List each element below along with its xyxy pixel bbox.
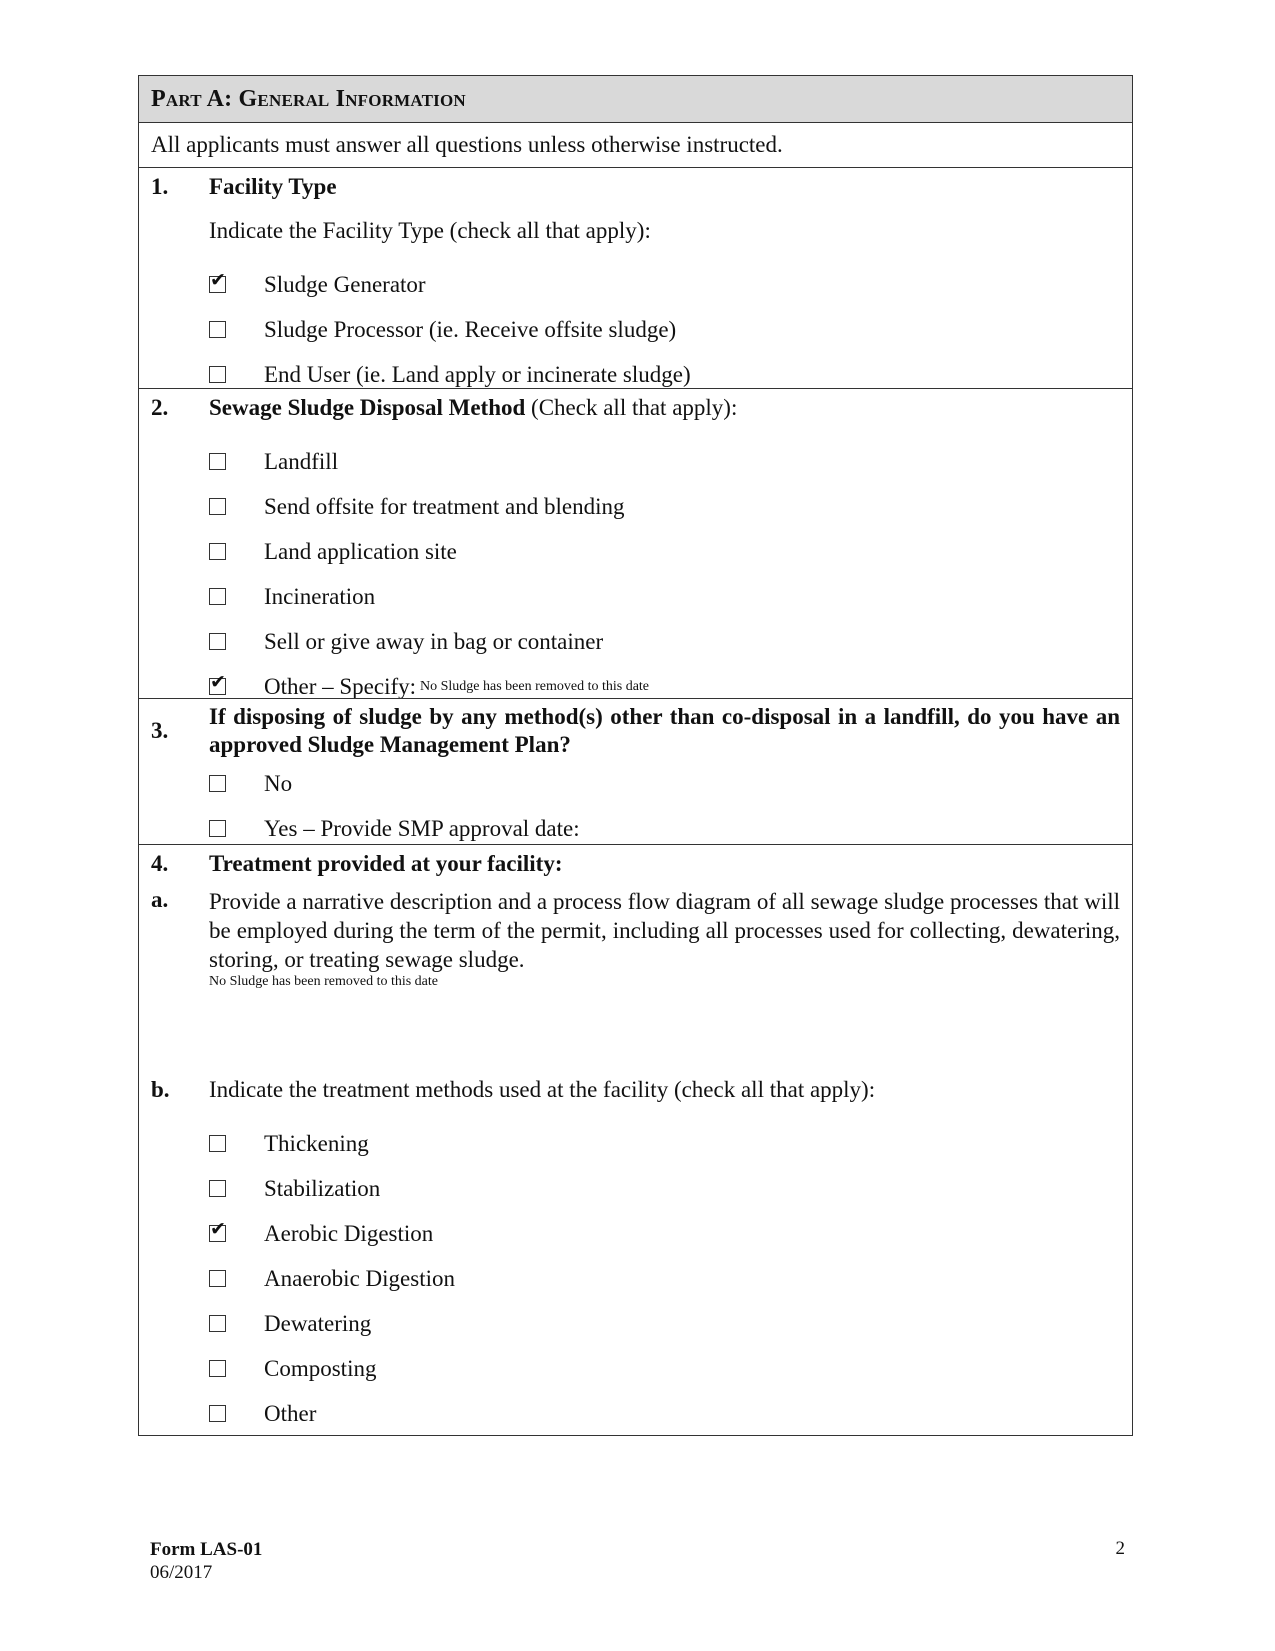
checkbox[interactable] bbox=[209, 543, 226, 560]
question-4a-number: a. bbox=[151, 887, 169, 912]
checkbox[interactable] bbox=[209, 678, 226, 695]
option-stabilization[interactable] bbox=[139, 1166, 1120, 1211]
question-3-title: If disposing of sludge by any method(s) other than co-disposal in a landfill, do you have an approved Sludge Management Plan? bbox=[209, 704, 1120, 757]
question-3 bbox=[139, 698, 1132, 844]
option-label: Composting bbox=[264, 1355, 377, 1381]
checkbox[interactable] bbox=[209, 498, 226, 515]
question-4a-answer[interactable]: No Sludge has been removed to this date bbox=[209, 974, 439, 989]
option-other[interactable] bbox=[139, 1391, 1120, 1436]
checkbox[interactable] bbox=[209, 1360, 226, 1377]
option-no[interactable] bbox=[139, 761, 1120, 806]
question-1-prompt: Indicate the Facility Type (check all that apply): bbox=[209, 218, 651, 243]
checkbox[interactable] bbox=[209, 366, 226, 383]
option-thickening[interactable] bbox=[139, 1121, 1120, 1166]
footer-form-name: Form LAS-01 bbox=[150, 1539, 263, 1560]
checkbox[interactable] bbox=[209, 321, 226, 338]
checkbox[interactable] bbox=[209, 1225, 226, 1242]
checkbox[interactable] bbox=[209, 1315, 226, 1332]
option-label: Anaerobic Digestion bbox=[264, 1265, 455, 1291]
question-4-title: Treatment provided at your facility: bbox=[209, 851, 563, 876]
option-label: Sludge Processor (ie. Receive offsite sludge) bbox=[264, 316, 677, 342]
other-specify-answer[interactable]: No Sludge has been removed to this date bbox=[420, 678, 650, 694]
footer-form-info bbox=[150, 1538, 262, 1584]
option-landfill[interactable] bbox=[139, 439, 1120, 484]
option-label: Aerobic Digestion bbox=[264, 1220, 434, 1246]
footer-form-date: 06/2017 bbox=[150, 1562, 213, 1583]
question-2 bbox=[139, 388, 1132, 698]
option-label: End User (ie. Land apply or incinerate sludge) bbox=[264, 361, 691, 387]
option-aerobic-digestion[interactable] bbox=[139, 1211, 1120, 1256]
option-dewatering[interactable] bbox=[139, 1301, 1120, 1346]
checkbox[interactable] bbox=[209, 1135, 226, 1152]
option-label: Incineration bbox=[264, 583, 376, 609]
question-4-number: 4. bbox=[151, 851, 169, 876]
option-label: Other – Specify: bbox=[264, 673, 417, 699]
checkbox[interactable] bbox=[209, 276, 226, 293]
instructions bbox=[139, 122, 1132, 167]
option-label: Thickening bbox=[264, 1130, 369, 1156]
page-number: 2 bbox=[1115, 1538, 1125, 1559]
instructions-text: All applicants must answer all questions unless otherwise instructed. bbox=[151, 132, 783, 157]
option-sell-or-give-away[interactable] bbox=[139, 619, 1120, 664]
question-1 bbox=[139, 167, 1132, 388]
option-anaerobic-digestion[interactable] bbox=[139, 1256, 1120, 1301]
option-label: Other bbox=[264, 1400, 317, 1426]
option-sludge-generator[interactable] bbox=[139, 262, 1120, 307]
option-land-application[interactable] bbox=[139, 529, 1120, 574]
checkbox[interactable] bbox=[209, 633, 226, 650]
question-2-prompt: (Check all that apply): bbox=[525, 395, 738, 420]
question-4b-text: Indicate the treatment methods used at the facility (check all that apply): bbox=[209, 1077, 876, 1102]
option-label: No bbox=[264, 770, 293, 796]
option-label: Landfill bbox=[264, 448, 339, 474]
question-4b-number: b. bbox=[151, 1077, 170, 1102]
option-sludge-processor[interactable] bbox=[139, 307, 1120, 352]
option-incineration[interactable] bbox=[139, 574, 1120, 619]
section-title: Part A: General Information bbox=[151, 85, 466, 112]
option-label: Stabilization bbox=[264, 1175, 381, 1201]
question-1-title: Facility Type bbox=[209, 174, 337, 199]
question-4a-text: Provide a narrative description and a process flow diagram of all sewage sludge processes that will be employed during the term of the permit, including all processes used for collecting, dewatering, storing, or treating sewage sludge. bbox=[209, 889, 1120, 972]
checkbox[interactable] bbox=[209, 775, 226, 792]
checkbox[interactable] bbox=[209, 820, 226, 837]
checkbox[interactable] bbox=[209, 453, 226, 470]
option-label: Sludge Generator bbox=[264, 271, 426, 297]
question-4 bbox=[139, 844, 1132, 1435]
checkbox[interactable] bbox=[209, 1180, 226, 1197]
option-label: Sell or give away in bag or container bbox=[264, 628, 604, 654]
section-header bbox=[139, 76, 1132, 122]
option-send-offsite[interactable] bbox=[139, 484, 1120, 529]
option-label: Yes – Provide SMP approval date: bbox=[264, 815, 580, 841]
option-label: Land application site bbox=[264, 538, 457, 564]
option-label: Dewatering bbox=[264, 1310, 372, 1336]
question-2-number: 2. bbox=[151, 395, 169, 420]
form-part-a bbox=[138, 75, 1133, 1436]
question-2-title: Sewage Sludge Disposal Method bbox=[209, 395, 526, 420]
checkbox[interactable] bbox=[209, 588, 226, 605]
question-1-number: 1. bbox=[151, 174, 169, 199]
option-composting[interactable] bbox=[139, 1346, 1120, 1391]
option-label: Send offsite for treatment and blending bbox=[264, 493, 625, 519]
question-3-number: 3. bbox=[151, 718, 169, 743]
checkbox[interactable] bbox=[209, 1405, 226, 1422]
checkbox[interactable] bbox=[209, 1270, 226, 1287]
